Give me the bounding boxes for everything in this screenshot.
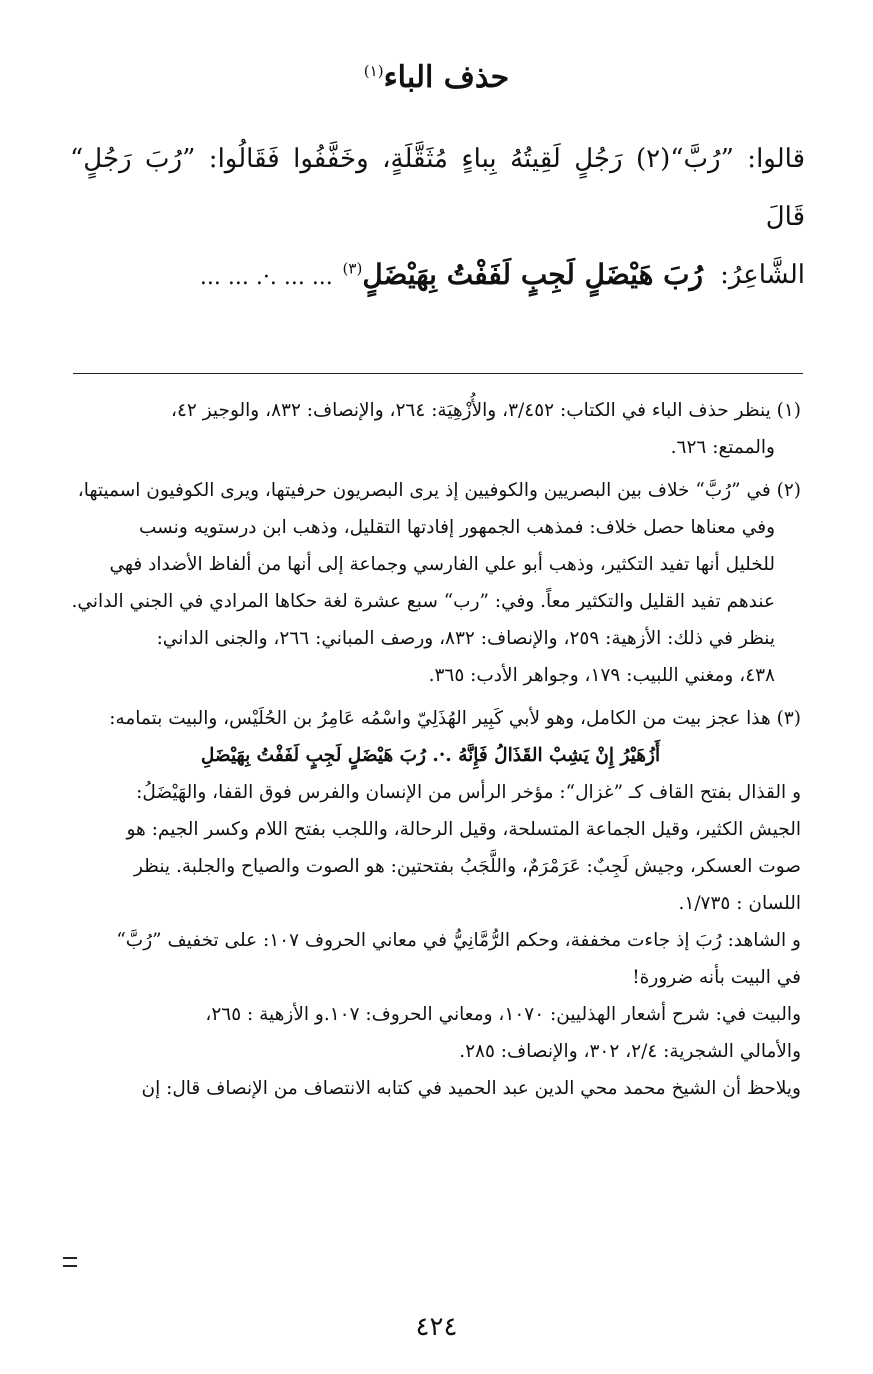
footnote-line: صوت العسكر، وجيش لَجِبٌ: عَرَمْرَمٌ، واللَّجَبُ بفتحتين: هو الصوت والصياح والجلبة. ينظر xyxy=(133,856,801,877)
footnote-line: عندهم تفيد القليل والتكثير معاً. وفي: ”رب“ سبع عشرة لغة حكاها المرادي في الجني الداني. xyxy=(71,591,775,612)
footnote-poem-line: أَزُهَيْرُ إِنْ يَشِبْ القَذَالُ فَإِنَّهُ .·. رُبَ هَيْضَلٍ لَجِبٍ لَفَفْتُ بِهَيْضَلِ xyxy=(200,745,661,766)
footnote-line: والبيت في: شرح أشعار الهذليين: ١٠٧٠، ومعاني الحروف: ١٠٧.و الأزهية : ٢٦٥، xyxy=(205,1004,801,1025)
verse-text: رُبَ هَيْضَلٍ لَجِبٍ لَفَفْتُ بِهَيْضَلٍ xyxy=(362,258,703,291)
footnote-line: و الشاهد: رُبَ إذ جاءت مخففة، وحكم الرُّمَّانِيُّ في معاني الحروف ١٠٧: على تخفيف ”رُبَّ“ xyxy=(116,930,801,951)
footnote-line: وفي معناها حصل خلاف: فمذهب الجمهور إفادتها التقليل، وذهب ابن درستويه ونسب xyxy=(139,517,775,538)
continuation-mark xyxy=(63,1257,77,1267)
footnote-line: اللسان : ١/٧٣٥. xyxy=(678,893,801,914)
footnote-line: (٣) هذا عجز بيت من الكامل، وهو لأبي كَبِير الهُذَلِيّ واسْمُه عَامِرُ بن الحُلَيْس، والبيت بتمامه: xyxy=(109,708,801,729)
title-text: حذف الباء xyxy=(383,60,510,95)
footnote-line: (٢) في ”رُبَّ“ خلاف بين البصريين والكوفيين إذ يرى البصريون حرفيتها، ويرى الكوفيون اسميتها، xyxy=(77,480,801,501)
footnote-1 xyxy=(60,392,801,466)
footnote-2 xyxy=(60,472,801,694)
verse-line xyxy=(170,258,703,291)
footnote-line: (١) ينظر حذف الباء في الكتاب: ٣/٤٥٢، والأُزْهِيَة: ٢٦٤، والإنصاف: ٨٣٢، والوجيز ٤٢، xyxy=(170,400,801,421)
footnote-line: ٤٣٨، ومغني اللبيب: ١٧٩، وجواهر الأدب: ٣٦٥. xyxy=(428,665,775,686)
verse-footnote-ref: (٣) xyxy=(342,259,363,278)
footnote-3 xyxy=(60,700,801,1107)
footnotes xyxy=(60,392,801,1113)
main-line-1: قالوا: ”رُبَّ“(٢) رَجُلٍ لَقِيتُهُ بِباءٍ مُثَقَّلَةٍ، وخَفَّفُوا فَقَالُوا: ”رُبَ رَجُلٍ“ قَالَ xyxy=(70,144,805,232)
main-line-2: الشَّاعِرُ: xyxy=(720,260,805,290)
footnote-line: والأمالي الشجرية: ٢/٤، ٣٠٢، والإنصاف: ٢٨٥. xyxy=(459,1041,801,1062)
footnote-line: في البيت بأنه ضرورة! xyxy=(632,967,801,988)
footnote-line: و القذال بفتح القاف كـ ”غزال“: مؤخر الرأس من الإنسان والفرس فوق القفا، والهَيْضَلُ: xyxy=(136,782,801,803)
footnote-line: ويلاحظ أن الشيخ محمد محي الدين عبد الحميد في كتابه الانتصاف من الإنصاف قال: إن xyxy=(141,1078,801,1099)
footnote-separator xyxy=(73,373,803,374)
page-number: ٤٢٤ xyxy=(415,1312,458,1342)
title-footnote-ref: (١) xyxy=(363,62,384,80)
footnote-line: ينظر في ذلك: الأزهية: ٢٥٩، والإنصاف: ٨٣٢، ورصف المباني: ٢٦٦، والجنى الداني: xyxy=(156,628,775,649)
footnote-line: الجيش الكثير، وقيل الجماعة المتسلحة، وقيل الرحالة، واللجب بفتح اللام وكسر الجيم: هو xyxy=(126,819,801,840)
footnote-line: والممتع: ٦٢٦. xyxy=(670,437,775,458)
footnote-line: للخليل أنها تفيد التكثير، وذهب أبو علي الفارسي وجماعة إلى أنها من ألفاظ الأضداد فهي xyxy=(109,554,775,575)
page-title xyxy=(0,60,873,95)
verse-dots: ... ... .·. ... ... xyxy=(199,265,333,290)
